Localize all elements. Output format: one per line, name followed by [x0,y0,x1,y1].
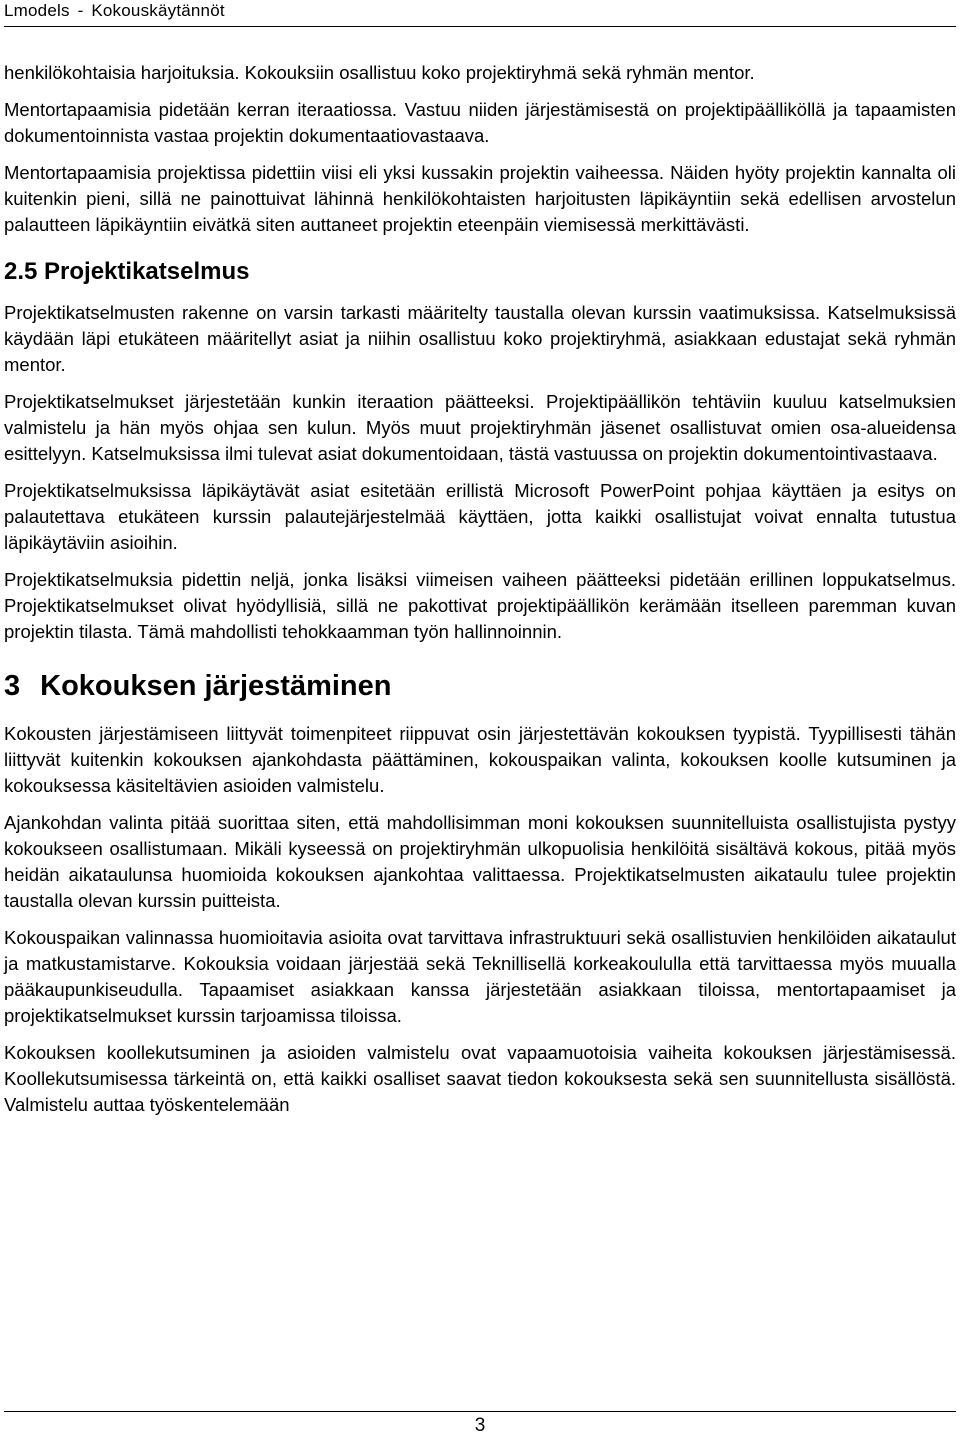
footer-divider [4,1411,956,1412]
page-number: 3 [474,1415,486,1436]
paragraph: Projektikatselmuksia pidettin neljä, jonka lisäksi viimeisen vaiheen päätteeksi pidetään erillinen loppukatselmus. Projektikatselmukset olivat hyödyllisiä, sillä ne pakottivat projektipäällikön kerämään itselleen paremman kuvan projektin tilasta. Tämä mahdollisti tehokkaamman työn hallinnoinnin. [4,569,956,642]
paragraph: Projektikatselmusten rakenne on varsin tarkasti määritelty taustalla olevan kurssin vaatimuksissa. Katselmuksissä käydään läpi etukäteen määritellyt asiat ja niihin osallistuu koko projektiryhmä, asiakkaan edustajat sekä ryhmän mentor. [4,302,956,375]
paragraph: henkilökohtaisia harjoituksia. Kokouksiin osallistuu koko projektiryhmä sekä ryhmän mentor. [4,62,755,83]
document-body [4,60,956,1129]
paragraph: Projektikatselmukset järjestetään kunkin iteraation päätteeksi. Projektipäällikön tehtäviin kuuluu katselmuksien valmistelu ja hän myös ohjaa sen kulun. Myös muut projektiryhmän jäsenet osallistuvat omien osa-alueidensa esittelyyn. Katselmuksissa ilmi tulevat asiat dokumentoidaan, tästä vastuussa on projektin dokumentointivastaava. [4,391,956,464]
section-heading-2-5: 2.5 Projektikatselmus [4,258,250,285]
chapter-heading-3 [4,668,956,704]
header-title: Lmodels - Kokouskäytännöt [4,1,225,20]
paragraph: Mentortapaamisia pidetään kerran iteraatiossa. Vastuu niiden järjestämisestä on projektipäälliköllä ja tapaamisten dokumentoinnista vastaa projektin dokumentaatiovastaava. [4,99,956,146]
paragraph: Ajankohdan valinta pitää suorittaa siten, että mahdollisimman moni kokouksen suunnitelluista osallistujista pystyy kokoukseen osallistumaan. Mikäli kyseessä on projektiryhmän ulkopuolisia henkilöitä sisältävä kokous, pitää myös heidän aikataulunsa huomioida kokouksen ajankohtaa valittaessa. Projektikatselmusten aikataulu tulee projektin taustalla olevan kurssin puitteista. [4,812,956,911]
chapter-number: 3 [4,670,21,702]
paragraph: Projektikatselmuksissa läpikäytävät asiat esitetään erillistä Microsoft PowerPoint pohjaa käyttäen ja esitys on palautettava etukäteen kurssin palautejärjestelmää käyttäen, jotta kaikki osallistujat voivat ennalta tutustua läpikäytäviin asioihin. [4,480,956,553]
paragraph: Mentortapaamisia projektissa pidettiin viisi eli yksi kussakin projektin vaiheessa. Näiden hyöty projektin kannalta oli kuitenkin pieni, sillä ne painottuivat lähinnä henkilökohtaisten harjoitusten läpikäyntiin sekä edellisen arvostelun palautteen läpikäyntiin eivätkä siten auttaneet projektin eteenpäin viemisessä merkittävästi. [4,162,956,235]
paragraph: Kokousten järjestämiseen liittyvät toimenpiteet riippuvat osin järjestettävän kokouksen tyypistä. Tyypillisesti tähän liittyvät kuitenkin kokouksen ajankohdasta päättäminen, kokouspaikan valinta, kokouksen koolle kutsuminen ja kokouksessa käsiteltävien asioiden valmistelu. [4,723,956,796]
paragraph: Kokouksen koollekutsuminen ja asioiden valmistelu ovat vapaamuotoisia vaiheita kokouksen järjestämisessä. Koollekutsumisessa tärkeintä on, että kaikki osalliset saavat tiedon kokouksesta sekä sen suunnitellusta sisällöstä. Valmistelu auttaa työskentelemään [4,1042,956,1115]
paragraph: Kokouspaikan valinnassa huomioitavia asioita ovat tarvittava infrastruktuuri sekä osallistuvien henkilöiden aikataulut ja matkustamistarve. Kokouksia voidaan järjestää sekä Teknillisellä korkeakoululla että tarvittaessa myös muualla pääkaupunkiseudulla. Tapaamiset asiakkaan kanssa järjestetään asiakkaan tiloissa, mentortapaamiset ja projektikatselmukset kurssin tarjoamissa tiloissa. [4,927,956,1026]
running-header [4,0,956,27]
chapter-title: Kokouksen järjestäminen [40,670,392,702]
